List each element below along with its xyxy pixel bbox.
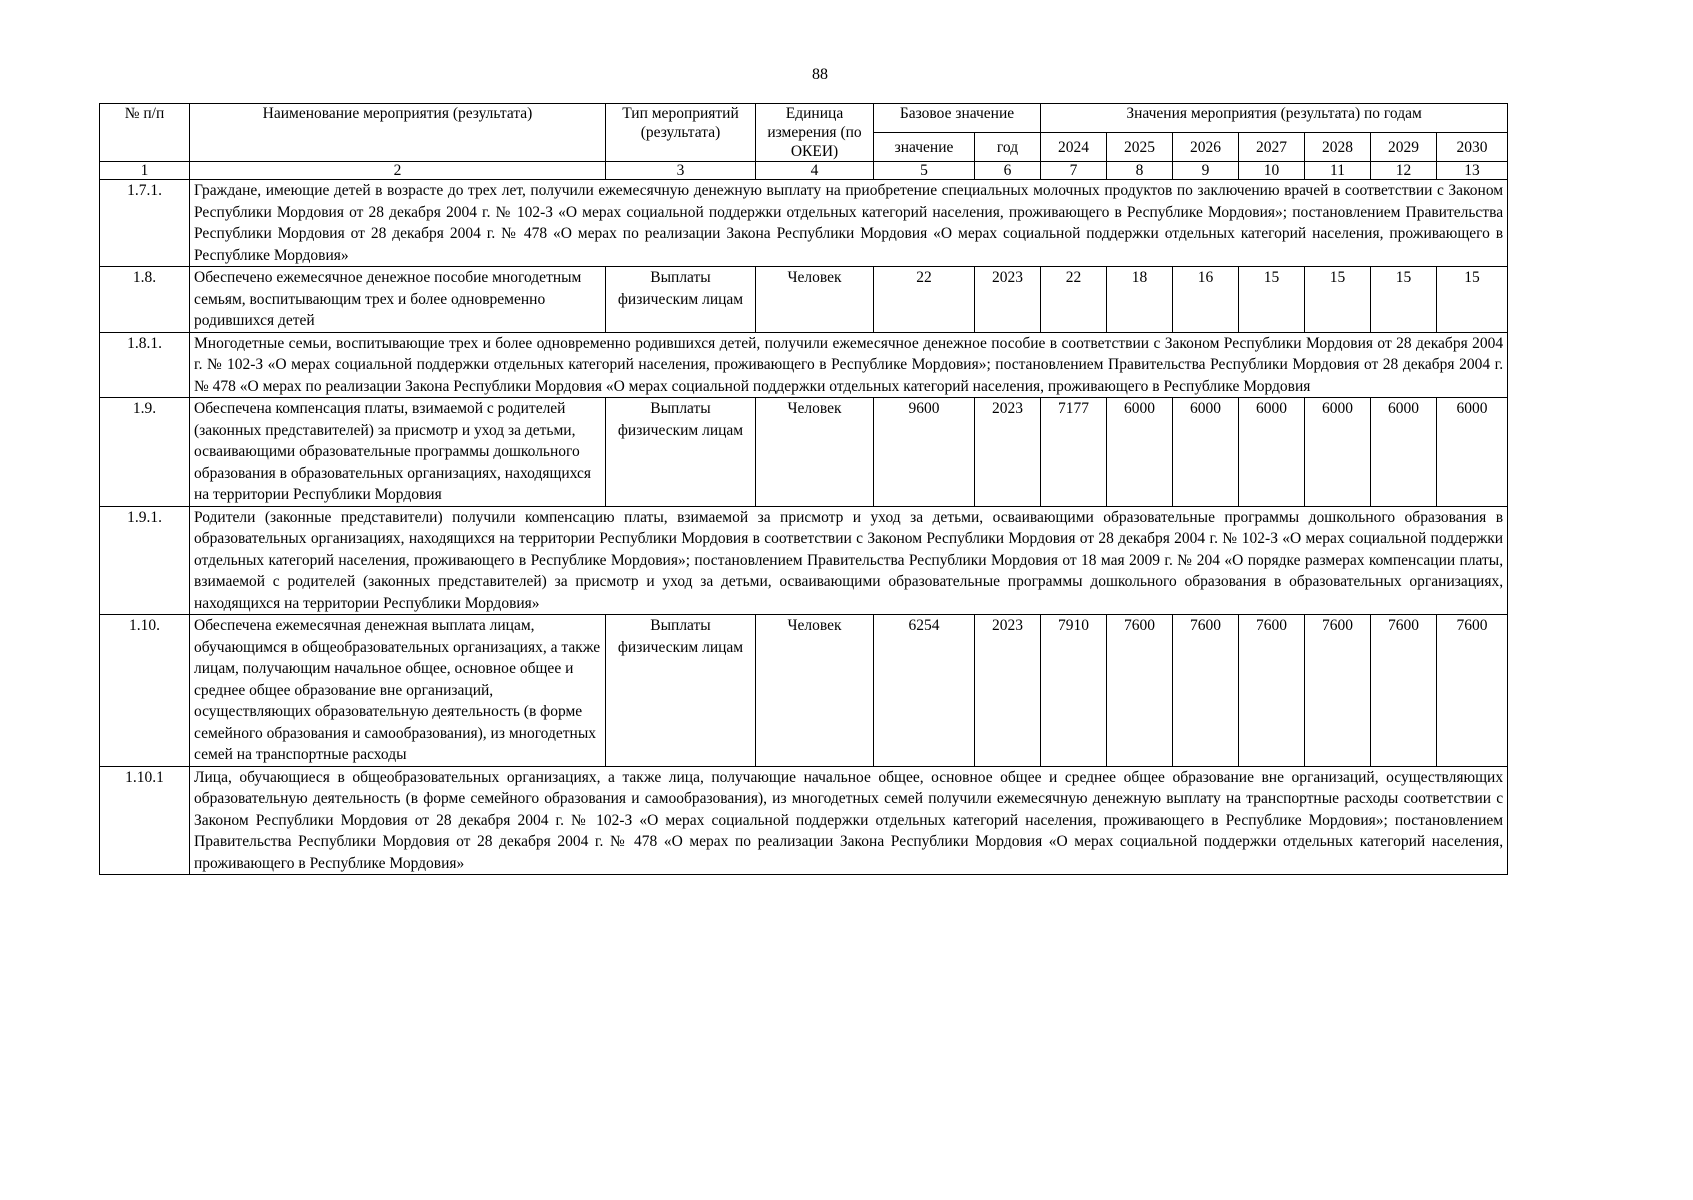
row-base-value: 9600 <box>874 398 975 507</box>
row-year-value: 6000 <box>1437 398 1508 507</box>
row-year-value: 6000 <box>1173 398 1239 507</box>
header-type: Тип мероприятий (результата) <box>606 104 756 162</box>
column-number: 9 <box>1173 162 1239 180</box>
row-id: 1.9.1. <box>100 506 190 615</box>
column-number: 10 <box>1239 162 1305 180</box>
row-year-value: 7910 <box>1041 615 1107 767</box>
header-year: 2028 <box>1305 133 1371 162</box>
row-description: Граждане, имеющие детей в возрасте до трех лет, получили ежемесячную денежную выплату на приобретение специальных молочных продуктов по заключению врачей в соответствии с Законом Республики Мордовия от 28 декабря 2004 г. № 102-З «О мерах социальной поддержки отдельных категорий населения, проживающего в Республике Мордовия»; постановлением Правительства Республики Мордовия от 28 декабря 2004 г. № 478 «О мерах по реализации Закона Республики Мордовия «О мерах социальной поддержки отдельных категорий населения, проживающего в Республике Мордовия» <box>190 180 1508 267</box>
row-type: Выплаты физическим лицам <box>606 267 756 333</box>
row-year-value: 15 <box>1371 267 1437 333</box>
row-unit: Человек <box>756 267 874 333</box>
data-row <box>100 267 1508 333</box>
header-years: Значения мероприятия (результата) по годам <box>1041 104 1508 133</box>
description-row <box>100 766 1508 875</box>
row-year-value: 6000 <box>1371 398 1437 507</box>
header-row-top <box>100 104 1508 133</box>
header-year: 2026 <box>1173 133 1239 162</box>
row-year-value: 6000 <box>1107 398 1173 507</box>
row-base-year: 2023 <box>975 615 1041 767</box>
page-number: 88 <box>812 66 828 83</box>
header-base-value: значение <box>874 133 975 162</box>
row-unit: Человек <box>756 398 874 507</box>
row-year-value: 15 <box>1239 267 1305 333</box>
row-name: Обеспечено ежемесячное денежное пособие многодетным семьям, воспитывающим трех и более одновременно родившихся детей <box>190 267 606 333</box>
row-year-value: 7600 <box>1107 615 1173 767</box>
column-number: 11 <box>1305 162 1371 180</box>
header-year: 2030 <box>1437 133 1508 162</box>
header-unit: Единица измерения (по ОКЕИ) <box>756 104 874 162</box>
data-row <box>100 398 1508 507</box>
row-id: 1.8. <box>100 267 190 333</box>
header-name: Наименование мероприятия (результата) <box>190 104 606 162</box>
column-number-row <box>100 162 1508 180</box>
column-number: 8 <box>1107 162 1173 180</box>
column-number: 7 <box>1041 162 1107 180</box>
header-base: Базовое значение <box>874 104 1041 133</box>
row-base-year: 2023 <box>975 267 1041 333</box>
row-year-value: 6000 <box>1239 398 1305 507</box>
header-year: 2025 <box>1107 133 1173 162</box>
column-number: 1 <box>100 162 190 180</box>
measures-table <box>99 103 1508 875</box>
row-description: Лица, обучающиеся в общеобразовательных организациях, а также лица, получающие начальное общее, основное общее и среднее общее образование вне организаций, осуществляющих образовательную деятельность (в форме семейного образования и самообразования), из многодетных семей получили ежемесячную денежную выплату на транспортные расходы соответствии с Законом Республики Мордовия от 28 декабря 2004 г. № 102-З «О мерах социальной поддержки отдельных категорий населения, проживающего в Республике Мордовия»; постановлением Правительства Республики Мордовия от 28 декабря 2004 г. № 478 «О мерах по реализации Закона Республики Мордовия «О мерах социальной поддержки отдельных категорий населения, проживающего в Республике Мордовия» <box>190 766 1508 875</box>
row-base-value: 22 <box>874 267 975 333</box>
row-name: Обеспечена ежемесячная денежная выплата лицам, обучающимся в общеобразовательных организациях, а также лицам, получающим начальное общее, основное общее и среднее общее образование вне организаций, осуществляющих образовательную деятельность (в форме семейного образования и самообразования), из многодетных семей на транспортные расходы <box>190 615 606 767</box>
row-year-value: 15 <box>1305 267 1371 333</box>
column-number: 13 <box>1437 162 1508 180</box>
header-year: 2024 <box>1041 133 1107 162</box>
column-number: 12 <box>1371 162 1437 180</box>
row-year-value: 16 <box>1173 267 1239 333</box>
row-year-value: 22 <box>1041 267 1107 333</box>
row-description: Многодетные семьи, воспитывающие трех и более одновременно родившихся детей, получили ежемесячное денежное пособие в соответствии с Законом Республики Мордовия от 28 декабря 2004 г. № 102-З «О мерах социальной поддержки отдельных категорий населения, проживающего в Республике Мордовия»; постановлением Правительства Республики Мордовия от 28 декабря 2004 г. № 478 «О мерах по реализации Закона Республики Мордовия «О мерах социальной поддержки отдельных категорий населения, проживающего в Республике Мордовия <box>190 332 1508 398</box>
row-base-value: 6254 <box>874 615 975 767</box>
row-description: Родители (законные представители) получили компенсацию платы, взимаемой за присмотр и уход за детьми, осваивающими образовательные программы дошкольного образования в образовательных организациях, находящихся на территории Республики Мордовия в соответствии с Законом Республики Мордовия от 28 декабря 2004 г. № 102-З «О мерах социальной поддержки отдельных категорий населения, проживающего в Республике Мордовия»; постановлением Правительства Республики Мордовия от 18 мая 2009 г. № 204 «О порядке размерах компенсации платы, взимаемой с родителей (законных представителей) за присмотр и уход за детьми, осваивающими образовательные программы дошкольного образования в образовательных организациях, находящихся на территории Республики Мордовия» <box>190 506 1508 615</box>
header-year: 2029 <box>1371 133 1437 162</box>
row-unit: Человек <box>756 615 874 767</box>
row-year-value: 7600 <box>1437 615 1508 767</box>
row-year-value: 15 <box>1437 267 1508 333</box>
row-id: 1.10.1 <box>100 766 190 875</box>
row-year-value: 7177 <box>1041 398 1107 507</box>
column-number: 5 <box>874 162 975 180</box>
row-year-value: 7600 <box>1371 615 1437 767</box>
row-type: Выплаты физическим лицам <box>606 398 756 507</box>
row-name: Обеспечена компенсация платы, взимаемой с родителей (законных представителей) за присмотр и уход за детьми, осваивающими образовательные программы дошкольного образования в образовательных организациях, находящихся на территории Республики Мордовия <box>190 398 606 507</box>
column-number: 2 <box>190 162 606 180</box>
row-year-value: 7600 <box>1239 615 1305 767</box>
row-year-value: 7600 <box>1305 615 1371 767</box>
row-type: Выплаты физическим лицам <box>606 615 756 767</box>
description-row <box>100 180 1508 267</box>
row-id: 1.7.1. <box>100 180 190 267</box>
row-year-value: 7600 <box>1173 615 1239 767</box>
column-number: 3 <box>606 162 756 180</box>
data-row <box>100 615 1508 767</box>
row-id: 1.10. <box>100 615 190 767</box>
description-row <box>100 332 1508 398</box>
row-base-year: 2023 <box>975 398 1041 507</box>
row-year-value: 6000 <box>1305 398 1371 507</box>
column-number: 4 <box>756 162 874 180</box>
row-year-value: 18 <box>1107 267 1173 333</box>
row-id: 1.8.1. <box>100 332 190 398</box>
header-base-year: год <box>975 133 1041 162</box>
header-year: 2027 <box>1239 133 1305 162</box>
description-row <box>100 506 1508 615</box>
header-num: № п/п <box>100 104 190 162</box>
column-number: 6 <box>975 162 1041 180</box>
row-id: 1.9. <box>100 398 190 507</box>
